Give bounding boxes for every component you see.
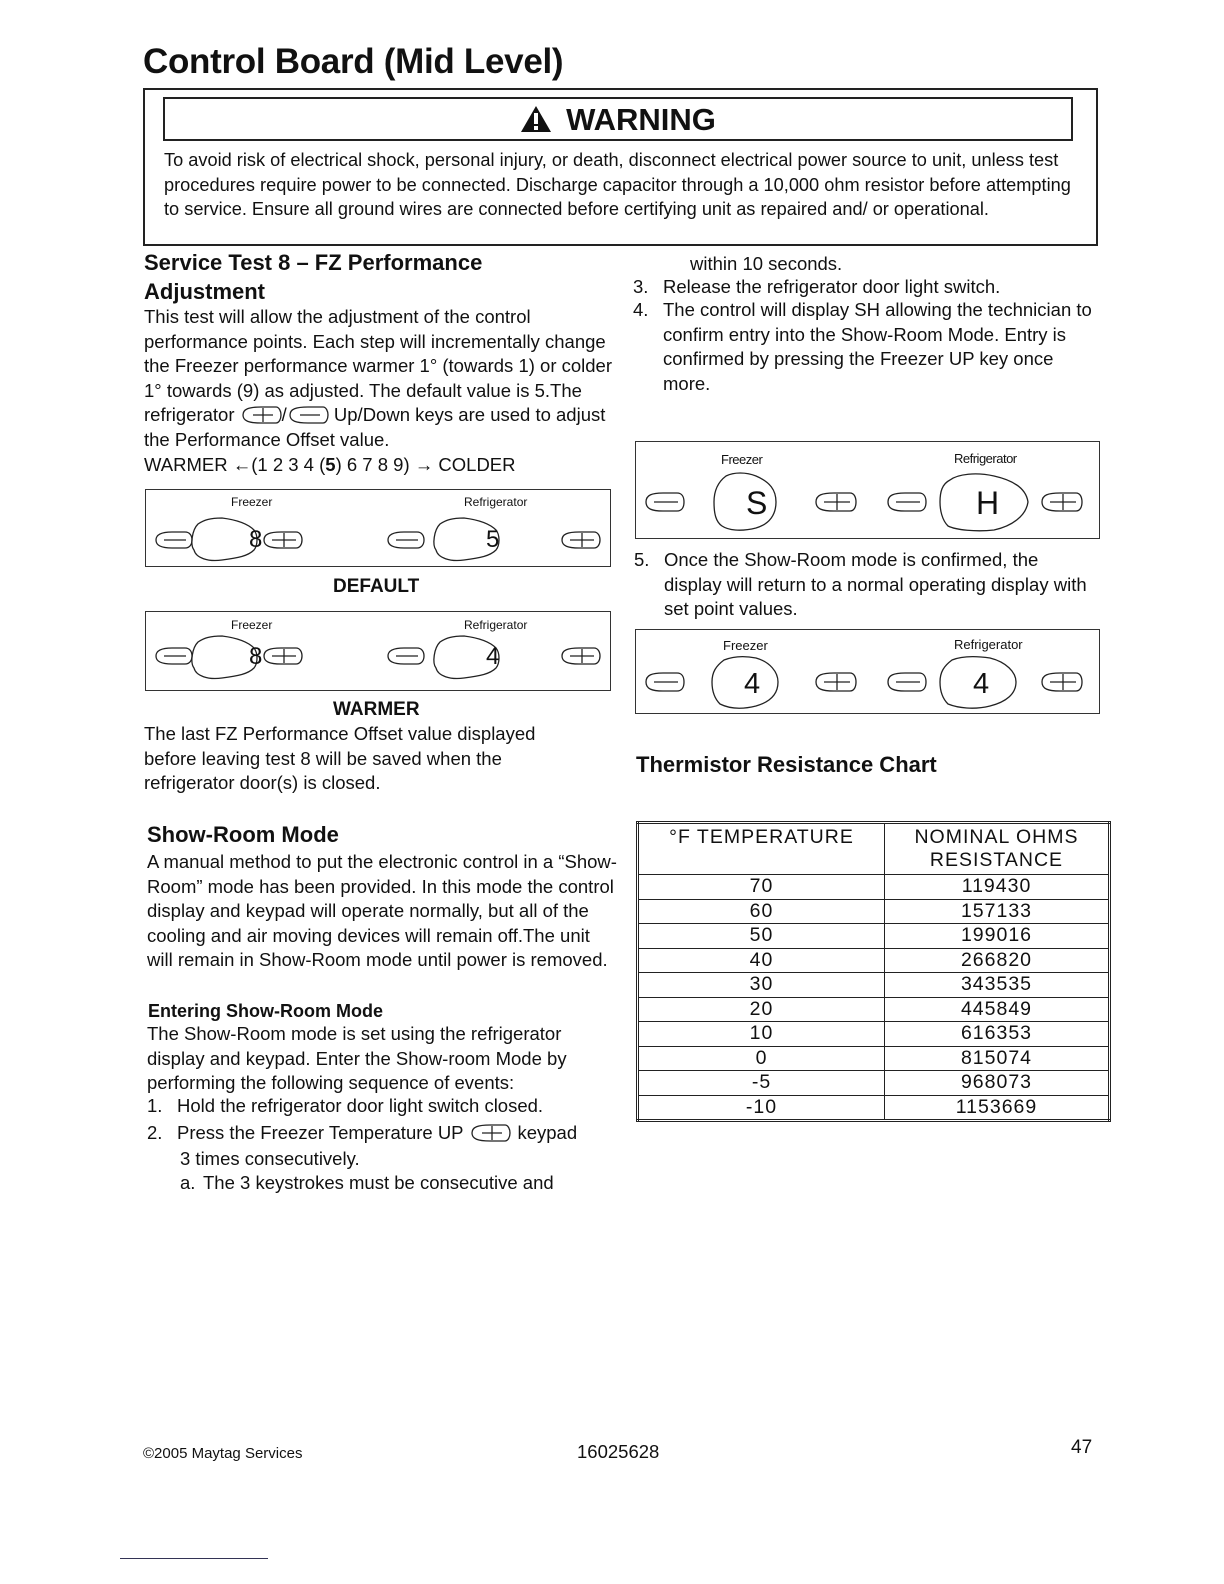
step-4-number: 4. xyxy=(633,299,649,320)
entering-showroom-heading: Entering Show-Room Mode xyxy=(148,1001,383,1021)
step-2a: The 3 keystrokes must be consecutive and xyxy=(203,1172,554,1193)
step-4: The control will display SH allowing the technician to confirm entry into the Show-Room Mode. Entry is confirmed by pressing the Freezer UP key once more. xyxy=(663,299,1092,394)
resistance-cell: 616353 xyxy=(885,1022,1110,1047)
service-test-paragraph: This test will allow the adjustment of the control performance points. Each step will incrementally change the Freezer performance warmer 1° (towards 1) or colder 1° towards (9) as adjusted. The default value is 5.The refrigerator / Up/Down keys are used to adjust the Performance Offset value. xyxy=(144,306,613,450)
refrigerator-down-key-icon[interactable] xyxy=(388,648,424,664)
column-header-resistance-line2: RESISTANCE xyxy=(929,849,1064,871)
table-row xyxy=(638,1046,1110,1071)
warning-heading-text: WARNING xyxy=(566,102,716,137)
refrigerator-display-value: H xyxy=(976,485,1000,521)
resistance-cell: 445849 xyxy=(885,997,1110,1022)
resistance-cell: 1153669 xyxy=(885,1095,1110,1121)
control-panel-default xyxy=(145,489,611,567)
table-row xyxy=(638,1071,1110,1096)
freezer-display-icon xyxy=(192,636,257,679)
left-arrow-icon: ← xyxy=(232,454,252,475)
column-header-resistance-line1: NOMINAL OHMS xyxy=(914,826,1079,848)
control-panel-normal xyxy=(635,629,1100,714)
freezer-up-key-icon[interactable] xyxy=(264,648,302,664)
freezer-down-key-icon[interactable] xyxy=(156,532,192,548)
step-5: Once the Show-Room mode is confirmed, the display will return to a normal operating display with set point values. xyxy=(664,549,1087,619)
up-key-icon xyxy=(468,1124,512,1142)
footer-page-number: 47 xyxy=(1071,1437,1093,1458)
control-panel-warmer xyxy=(145,611,611,691)
resistance-cell: 199016 xyxy=(885,924,1110,949)
step-3-number: 3. xyxy=(633,276,649,297)
refrigerator-label: Refrigerator xyxy=(464,618,528,632)
resistance-cell: 266820 xyxy=(885,948,1110,973)
temperature-cell: 40 xyxy=(638,948,885,973)
service-test-text-b: Up/Down keys are used to adjust the Performance Offset value. xyxy=(144,404,606,450)
refrigerator-down-key-icon[interactable] xyxy=(888,493,926,511)
refrigerator-label: Refrigerator xyxy=(954,451,1017,466)
freezer-display-value: 4 xyxy=(744,668,761,700)
refrigerator-up-key-icon[interactable] xyxy=(1042,493,1082,511)
freezer-down-key-icon[interactable] xyxy=(646,493,684,511)
scale-colder: COLDER xyxy=(438,454,516,475)
step-5-number: 5. xyxy=(634,549,650,570)
footer-copyright: ©2005 Maytag Services xyxy=(143,1445,303,1462)
step-2-text-a: Press the Freezer Temperature UP xyxy=(177,1122,464,1143)
refrigerator-label: Refrigerator xyxy=(954,637,1023,652)
step-1: Hold the refrigerator door light switch closed. xyxy=(177,1095,544,1116)
freezer-down-key-icon[interactable] xyxy=(156,648,192,664)
service-test-text-a: This test will allow the adjustment of the control performance points. Each step will incrementally change the Freezer performance warmer 1° (towards 1) or colder 1° towards (9) as adjusted. The default value is 5.The refrigerator xyxy=(144,306,613,425)
caption-default: DEFAULT xyxy=(333,576,420,597)
column-header-temperature: °F TEMPERATURE xyxy=(638,823,885,875)
refrigerator-display-value: 4 xyxy=(973,668,990,700)
freezer-display-value: 8 xyxy=(249,643,263,670)
refrigerator-label: Refrigerator xyxy=(464,495,528,509)
refrigerator-down-key-icon[interactable] xyxy=(888,673,926,691)
performance-scale xyxy=(144,453,614,478)
table-row xyxy=(638,875,1110,900)
resistance-cell: 968073 xyxy=(885,1071,1110,1096)
freezer-display-icon xyxy=(192,518,257,561)
step-3: Release the refrigerator door light switch. xyxy=(663,276,1001,297)
table-row xyxy=(638,997,1110,1022)
freezer-up-key-icon[interactable] xyxy=(816,493,856,511)
resistance-cell: 343535 xyxy=(885,973,1110,998)
table-row xyxy=(638,924,1110,949)
warning-heading xyxy=(163,97,1073,141)
freezer-label: Freezer xyxy=(231,495,273,509)
table-row xyxy=(638,1022,1110,1047)
table-row xyxy=(638,948,1110,973)
step-2-text-b: keypad xyxy=(517,1122,578,1143)
refrigerator-down-key-icon[interactable] xyxy=(388,532,424,548)
refrigerator-display-value: 5 xyxy=(486,526,500,553)
column-header-resistance xyxy=(885,823,1110,875)
control-panel-showroom xyxy=(635,441,1100,539)
refrigerator-up-key-icon[interactable] xyxy=(1042,673,1082,691)
resistance-cell: 119430 xyxy=(885,875,1110,900)
showroom-paragraph: A manual method to put the electronic control in a “Show-Room” mode has been provided. In this mode the control display and keypad will operate normally, but all of the cooling and air moving devices will remain off.The unit will remain in Show-Room mode until power is removed. xyxy=(147,851,617,970)
scale-values-post: ) 6 7 8 9) xyxy=(335,454,410,475)
up-key-icon xyxy=(240,406,282,424)
temperature-cell: 10 xyxy=(638,1022,885,1047)
step-2a-marker: a. xyxy=(180,1172,196,1193)
step-1-number: 1. xyxy=(147,1095,163,1116)
scale-warmer: WARMER xyxy=(144,454,228,475)
page-title: Control Board (Mid Level) xyxy=(143,42,564,81)
caption-warmer: WARMER xyxy=(333,699,420,720)
warning-text: To avoid risk of electrical shock, personal injury, or death, disconnect electrical power source to unit, unless test procedures require power to be connected. Discharge capacitor through a 10,000 ohm resistor before attempting to service. Ensure all ground wires are connected before certifying unit as repaired and/ or operational. xyxy=(164,150,1071,219)
showroom-heading: Show-Room Mode xyxy=(147,822,339,847)
step-2-continued: 3 times consecutively. xyxy=(180,1148,360,1169)
temperature-cell: 30 xyxy=(638,973,885,998)
temperature-cell: 20 xyxy=(638,997,885,1022)
warning-triangle-icon xyxy=(520,105,552,133)
resistance-cell: 157133 xyxy=(885,899,1110,924)
refrigerator-up-key-icon[interactable] xyxy=(562,532,600,548)
service-test-after: The last FZ Performance Offset value displayed before leaving test 8 will be saved when the refrigerator door(s) is closed. xyxy=(144,723,536,793)
scale-default-value: 5 xyxy=(325,454,336,475)
step-2 xyxy=(177,1121,617,1146)
temperature-cell: -10 xyxy=(638,1095,885,1121)
freezer-up-key-icon[interactable] xyxy=(816,673,856,691)
temperature-cell: 70 xyxy=(638,875,885,900)
temperature-cell: 60 xyxy=(638,899,885,924)
refrigerator-up-key-icon[interactable] xyxy=(562,648,600,664)
step-2a-continued: within 10 seconds. xyxy=(690,253,843,274)
table-header-row xyxy=(638,823,1110,875)
temperature-cell: 0 xyxy=(638,1046,885,1071)
thermistor-heading: Thermistor Resistance Chart xyxy=(636,752,937,777)
right-arrow-icon: → xyxy=(414,454,434,475)
scale-values-pre: (1 2 3 4 ( xyxy=(251,454,326,475)
table-row xyxy=(638,973,1110,998)
service-test-heading-1: Service Test 8 – FZ Performance xyxy=(144,250,483,275)
freezer-display-value: S xyxy=(746,485,768,521)
refrigerator-display-value: 4 xyxy=(486,643,500,670)
freezer-label: Freezer xyxy=(231,618,273,632)
temperature-cell: -5 xyxy=(638,1071,885,1096)
entering-showroom-paragraph: The Show-Room mode is set using the refrigerator display and keypad. Enter the Show-room Mode by performing the following sequence of events: xyxy=(147,1023,567,1093)
service-test-heading-2: Adjustment xyxy=(144,279,265,304)
step-2-number: 2. xyxy=(147,1122,163,1143)
footer-doc-number: 16025628 xyxy=(577,1441,660,1462)
freezer-display-value: 8 xyxy=(249,526,263,553)
freezer-down-key-icon[interactable] xyxy=(646,673,684,691)
temperature-cell: 50 xyxy=(638,924,885,949)
footer-rule xyxy=(120,1558,268,1559)
table-row xyxy=(638,899,1110,924)
down-key-icon xyxy=(287,406,329,424)
table-row xyxy=(638,1095,1110,1121)
thermistor-table xyxy=(636,821,1111,1122)
freezer-up-key-icon[interactable] xyxy=(264,532,302,548)
freezer-label: Freezer xyxy=(723,638,768,653)
freezer-label: Freezer xyxy=(721,452,763,467)
resistance-cell: 815074 xyxy=(885,1046,1110,1071)
